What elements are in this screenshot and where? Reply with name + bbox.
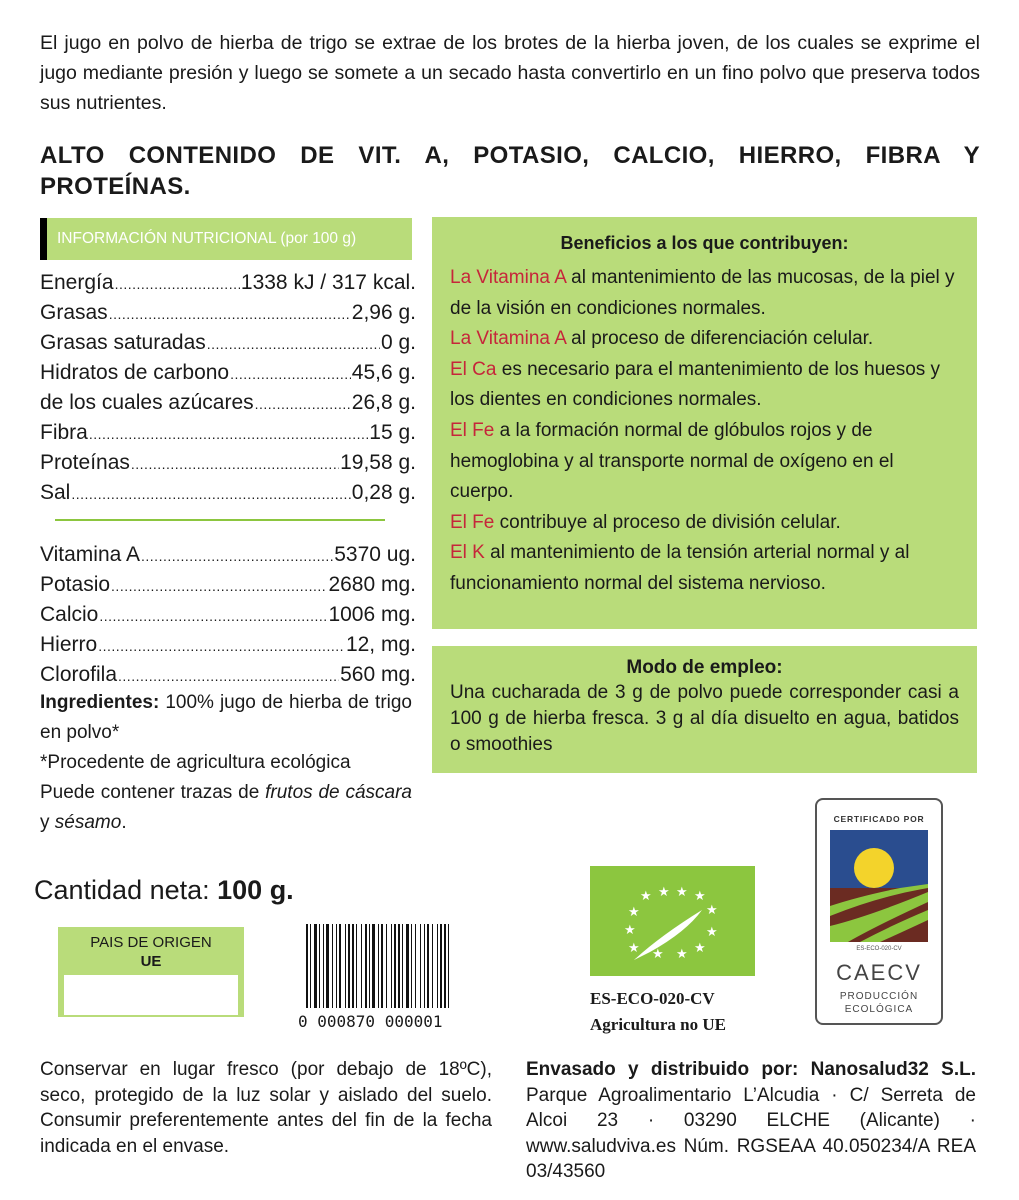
mineral-row-calcium — [40, 600, 416, 630]
nutrition-value: 0 g. — [380, 331, 416, 354]
mineral-label: Vitamina A — [40, 543, 141, 566]
caecv-name: CAECV — [836, 960, 922, 985]
distributor-info — [526, 1057, 976, 1185]
nutrition-value: 1338 kJ / 317 kcal. — [240, 271, 416, 294]
svg-text:★: ★ — [694, 941, 706, 956]
mineral-value: 12, mg. — [345, 633, 416, 656]
nutrition-label: de los cuales azúcares — [40, 391, 254, 414]
benefit-lead: El Fe — [450, 419, 495, 441]
svg-text:★: ★ — [652, 947, 664, 962]
nutrition-row-protein — [40, 448, 416, 478]
nutrition-row-energy — [40, 268, 416, 298]
mineral-label: Clorofila — [40, 663, 118, 686]
benefit-lead: El Fe — [450, 511, 495, 533]
caecv-certification-logo — [815, 798, 943, 1025]
benefits-box — [432, 217, 977, 629]
distributor-text: Parque Agroalimentario L’Alcudia · C/ Serreta de Alcoi 23 · 03290 ELCHE (Alicante) · www.saludviva.es Núm. RGSEAA 40.050234/A REA 03/43560 — [526, 1084, 976, 1182]
mineral-label: Calcio — [40, 603, 99, 626]
mineral-value: 5370 ug. — [334, 543, 416, 566]
benefit-item — [450, 324, 959, 355]
nutrient-headline: ALTO CONTENIDO DE VIT. A, POTASIO, CALCIO, HIERRO, FIBRA Y PROTEÍNAS. — [40, 142, 980, 200]
mineral-value: 560 mg. — [340, 663, 416, 686]
ingredients-line — [40, 688, 412, 748]
caecv-certified-label: CERTIFICADO POR — [833, 814, 925, 824]
barcode-digits: 0 000870 000001 — [298, 1012, 443, 1031]
nutrition-label: Proteínas — [40, 451, 130, 474]
nutrition-header — [40, 218, 412, 260]
mineral-row-potassium — [40, 570, 416, 600]
nutrition-row-carbohydrates — [40, 358, 416, 388]
eu-leaf-stars-icon — [590, 866, 755, 976]
nutrition-value: 0,28 g. — [351, 481, 416, 504]
nutrition-value: 2,96 g. — [351, 301, 416, 324]
nutrition-label: Fibra — [40, 421, 88, 444]
benefit-item — [450, 416, 959, 508]
mineral-row-iron — [40, 630, 416, 660]
net-quantity-value: 100 g. — [217, 875, 294, 905]
benefit-text: a la formación normal de glóbulos rojos y de hemoglobina y al transporte normal de oxígeno en el cuerpo. — [450, 419, 894, 503]
benefit-text: al mantenimiento de las mucosas, de la piel y de la visión en condiciones normales. — [450, 267, 955, 319]
allergen-trace-note: Puede contener trazas de frutos de cáscara y sésamo. — [40, 782, 412, 833]
benefit-lead: El K — [450, 542, 485, 564]
mineral-label: Hierro — [40, 633, 98, 656]
nutrition-value: 19,58 g. — [340, 451, 416, 474]
benefits-title: Beneficios a los que contribuyen: — [560, 233, 849, 253]
distributor-lead: Envasado y distribuido por: Nanosalud32 S.L. — [526, 1059, 976, 1080]
nutrition-label: Hidratos de carbono — [40, 361, 230, 384]
ingredients-label: Ingredientes: — [40, 692, 160, 713]
caecv-subtitle: PRODUCCIÓN ECOLÓGICA — [839, 991, 919, 1015]
ingredients-note: *Procedente de agricultura ecológica — [40, 752, 351, 773]
nutrition-row-sugars — [40, 388, 416, 418]
product-description: El jugo en polvo de hierba de trigo se extrae de los brotes de la hierba joven, de los cuales se exprime el jugo mediante presión y luego se somete a un secado hasta convertirlo en un fino polvo que preserva todos sus nutrientes. — [40, 32, 980, 114]
net-quantity — [34, 872, 294, 908]
nutrition-value: 26,8 g. — [351, 391, 416, 414]
origin-blank-area — [64, 975, 238, 1015]
barcode-icon — [298, 924, 520, 1012]
eco-code: ES-ECO-020-CV — [590, 989, 715, 1008]
benefit-item — [450, 538, 959, 599]
origin-label: PAIS DE ORIGEN — [90, 934, 212, 951]
mineral-value: 1006 mg. — [328, 603, 416, 626]
benefit-text: es necesario para el mantenimiento de los huesos y los dientes en condiciones normales. — [450, 358, 941, 411]
origin-value: UE — [140, 953, 162, 970]
svg-text:★: ★ — [628, 941, 640, 956]
ingredients-block — [40, 688, 412, 838]
benefit-lead: El Ca — [450, 358, 497, 380]
svg-text:★: ★ — [658, 885, 670, 900]
usage-title: Modo de empleo: — [626, 657, 783, 678]
eco-certification-text — [590, 986, 726, 1038]
net-quantity-label: Cantidad neta: — [34, 875, 218, 905]
nutrition-row-fat — [40, 298, 416, 328]
benefit-text: al mantenimiento de la tensión arterial normal y al funcionamiento normal del sistema nervioso. — [450, 542, 910, 594]
nutrition-label: Energía — [40, 271, 114, 294]
nutrition-label: Grasas — [40, 301, 108, 324]
benefit-item — [450, 263, 959, 324]
nutrition-row-fiber — [40, 418, 416, 448]
benefit-text: al proceso de diferenciación celular. — [565, 328, 874, 350]
svg-text:★: ★ — [706, 903, 718, 918]
nutrition-value: 15 g. — [369, 421, 416, 444]
benefit-lead: La Vitamina A — [450, 267, 566, 288]
benefit-lead: La Vitamina A — [450, 328, 566, 350]
ingredients-text: 100% jugo de hierba de trigo en polvo* — [40, 692, 412, 743]
nutrition-divider — [55, 519, 385, 521]
svg-text:★: ★ — [676, 885, 688, 900]
caecv-code: ES-ECO-020-CV — [856, 946, 902, 952]
svg-text:★: ★ — [628, 905, 640, 920]
country-of-origin-box — [58, 927, 244, 1017]
eu-organic-leaf-icon — [590, 866, 755, 976]
svg-text:★: ★ — [694, 889, 706, 904]
svg-text:★: ★ — [624, 923, 636, 938]
mineral-row-vitamin-a — [40, 540, 416, 570]
usage-text: Una cucharada de 3 g de polvo puede corresponder casi a 100 g de hierba fresca. 3 g al día disuelto en agua, batidos o smoothies — [450, 682, 959, 755]
mineral-value: 2680 mg. — [328, 573, 416, 596]
nutrition-value: 45,6 g. — [351, 361, 416, 384]
nutrition-label: Sal — [40, 481, 71, 504]
caecv-landscape-icon — [830, 830, 928, 942]
benefit-item — [450, 355, 959, 416]
nutrition-row-salt — [40, 478, 416, 508]
svg-text:★: ★ — [676, 947, 688, 962]
usage-box — [432, 646, 977, 773]
mineral-row-chlorophyll — [40, 660, 416, 690]
eco-agriculture: Agricultura no UE — [590, 1015, 726, 1034]
mineral-label: Potasio — [40, 573, 111, 596]
nutrition-header-label: INFORMACIÓN NUTRICIONAL (por 100 g) — [57, 230, 357, 247]
nutrition-row-saturated-fat — [40, 328, 416, 358]
benefit-text: contribuye al proceso de división celular. — [494, 511, 841, 533]
svg-text:★: ★ — [640, 889, 652, 904]
storage-instructions: Conservar en lugar fresco (por debajo de 18ºC), seco, protegido de la luz solar y aislado del suelo. Consumir preferentemente antes del fin de la fecha indicada en el envase. — [40, 1059, 492, 1157]
benefit-item — [450, 508, 959, 539]
svg-text:★: ★ — [706, 925, 718, 940]
nutrition-label: Grasas saturadas — [40, 331, 206, 354]
